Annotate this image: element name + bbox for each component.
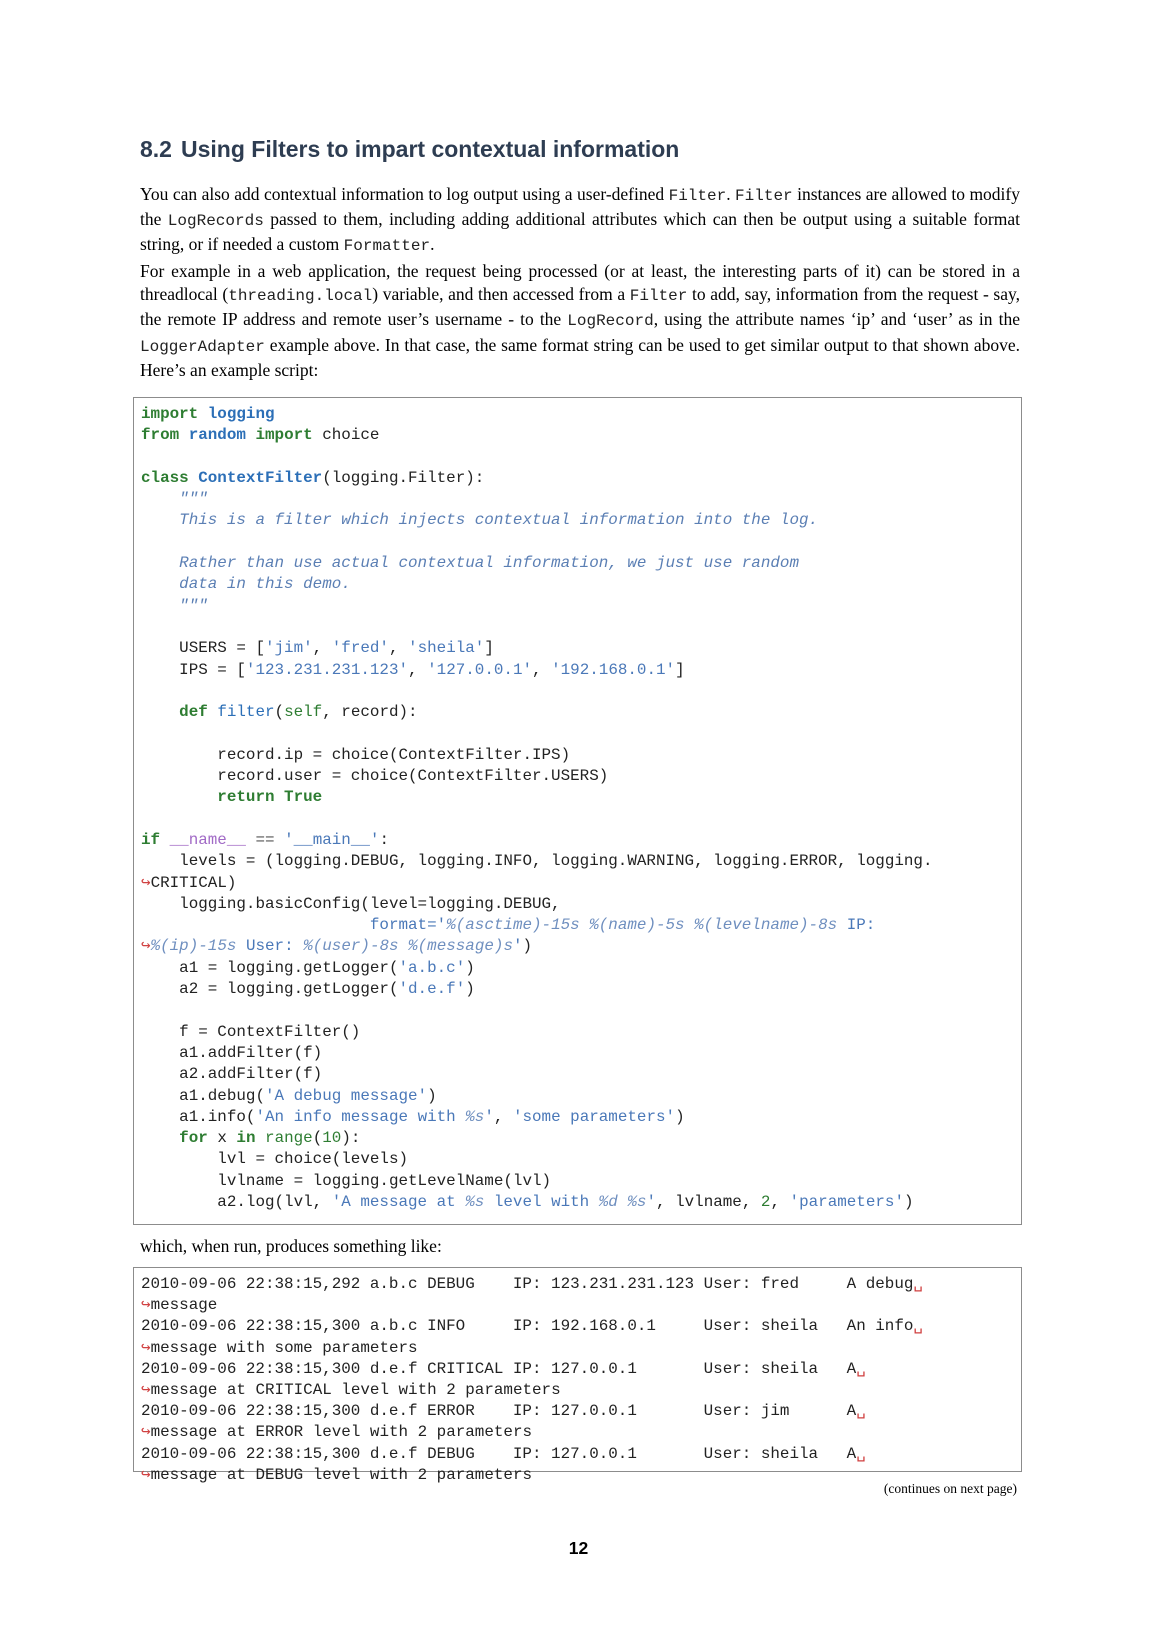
line-continuation-icon: ↪ [141,937,151,956]
code-token: , record): [322,703,418,722]
line-continuation-icon: ↪ [141,1465,151,1484]
output-line: 2010-09-06 22:38:15,300 d.e.f CRITICAL IP: 127.0.0.1 User: sheila A [141,1359,857,1378]
code-token: filter [217,703,275,722]
text-run: , using the attribute names ‘ip’ and ‘user’ as in the [653,309,1020,330]
code-token: self [284,703,323,722]
output-listing [134,1268,1021,1486]
code-token: 'jim' [264,639,313,658]
code-token: CRITICAL) [150,873,237,892]
code-token: , lvlname, [656,1192,761,1211]
code-token: %(ip)-15s [150,937,237,956]
code-token: """ [179,490,208,509]
line-continuation-icon: ↪ [141,873,151,892]
code-token: a2.addFilter(f) [179,1065,323,1084]
text-run: . [726,184,736,204]
code-token: 'd.e.f' [398,980,466,999]
code-token: class [141,468,189,487]
code-token: %s [627,1192,647,1211]
code-token: a2 = logging.getLogger( [179,980,399,999]
code-token: IPS = [ [179,660,246,679]
code-token: '127.0.0.1' [427,660,533,679]
code-token: logging.basicConfig(level=logging.DEBUG, [179,894,561,913]
text-run: passed to them, including adding additional attributes which can then be output using a suitable format string, or if needed a custom [140,209,1020,255]
code-token: def [179,703,208,722]
text-run: You can also add contextual information to log output using a user-defined [140,184,669,204]
code-token: levels = (logging.DEBUG, logging.INFO, logging.WARNING, logging.ERROR, logging. [179,852,933,871]
line-continuation-icon: ↪ [141,1381,151,1400]
code-token: a1 = logging.getLogger( [179,958,399,977]
code-token: == [255,830,275,849]
code-token: 'A message at [331,1192,466,1211]
code-token: 'some parameters' [512,1107,676,1126]
code-listing: import logging from random import choice class ContextFilter(logging.Filter): """ This is a filter which injects contextual information into the log. Rather than use actual contextual information, we just use random data in this demo. """ USERS = ['jim', 'fred', 'sheila'] IPS = ['123.231.231.123', '127.0.0.1', '192.168.0.1'] def filter(self, record): record.ip = choice(ContextFilter.IPS) record.user = choice(ContextFilter.USERS) return True if __name__ == '__main__': levels = (logging.DEBUG, logging.INFO, logging.WARNING, logging.ERROR, logging. ↪CRITICAL) logging.basicConfig(level=logging.DEBUG, format='%(asctime)-15s %(name)-5s %(levelname)-8s IP: ↪%(ip)-15s User: %(user)-8s %(message)s') a1 = logging.getLogger('a.b.c') a2 = logging.getLogger('d.e.f') f = ContextFilter() a1.addFilter(f) a2.addFilter(f) a1.debug('A debug message') a1.info('An info message with %s', 'some parameters') for x in range(10): lvl = choice(levels) lvlname = logging.getLevelName(lvl) a2.log(lvl, 'A message at %s level with %d %s', lvlname, 2, 'parameters') [141,405,933,1211]
inline-code: Filter [735,187,793,205]
code-token: f = ContextFilter() [179,1022,361,1041]
section-title: Using Filters to impart contextual information [180,136,680,162]
space-mark-icon: ␣ [913,1275,923,1293]
text-run: . [430,234,435,255]
code-token: range [265,1129,313,1148]
code-token: format= [369,916,437,935]
code-token: IP: [846,916,876,935]
code-token: a1.addFilter(f) [179,1043,323,1062]
code-token: '192.168.0.1' [551,660,676,679]
text-run: instances are allowed to modify the [140,184,1021,230]
output-row [141,1317,923,1356]
code-token: %(user)-8s %(message)s [303,937,513,956]
code-token: 'parameters' [789,1192,904,1211]
line-continuation-icon: ↪ [141,1338,151,1357]
output-line-continuation: message [150,1296,218,1315]
output-block[interactable] [133,1267,1022,1484]
inline-code: LogRecords [167,212,264,231]
inline-code: LoggerAdapter [140,337,265,356]
code-token: return True [217,788,323,807]
code-token: lvlname = logging.getLevelName(lvl) [217,1171,552,1190]
code-token: record.ip = choice(ContextFilter.IPS) [217,745,571,764]
code-token: ' [512,937,523,956]
code-token: ' [436,916,447,935]
space-mark-icon: ␣ [856,1444,866,1463]
code-token: 'a.b.c' [398,958,466,977]
output-line-continuation: message at CRITICAL level with 2 parameters [150,1381,561,1400]
code-token: 'An info message with [255,1107,466,1126]
code-token: ' [646,1192,657,1211]
paragraph-output-intro: which, when run, produces something like: [140,1236,442,1256]
output-line-continuation: message with some parameters [150,1338,418,1357]
output-line: 2010-09-06 22:38:15,300 d.e.f DEBUG IP: 127.0.0.1 User: sheila A [141,1444,857,1463]
line-continuation-icon: ↪ [141,1423,151,1442]
code-token: %(asctime)-15s %(name)-5s %(levelname)-8s [446,916,838,935]
inline-code: LogRecord [567,312,654,331]
code-token: from [141,426,180,445]
output-row [141,1402,866,1441]
code-token: lvl = choice(levels) [217,1150,409,1169]
code-token: %s [465,1192,485,1211]
continues-note: (continues on next page) [883,1481,1017,1496]
section-heading [140,136,679,163]
paragraph-example [140,260,1020,382]
code-token: a1.info( [179,1107,256,1126]
code-token: '123.231.231.123' [245,660,409,679]
inline-code: Filter [629,287,688,306]
code-token: 10 [322,1129,342,1148]
code-token: record.user = choice(ContextFilter.USERS) [217,767,609,786]
section-number: 8.2 [140,136,172,162]
line-continuation-icon: ↪ [141,1296,151,1315]
code-token: %d [598,1192,618,1211]
code-token: 2 [760,1192,771,1211]
space-mark-icon: ␣ [856,1359,866,1378]
code-token: ' [484,1107,494,1126]
code-token: """ [179,596,208,615]
code-token: 'A debug message' [264,1086,428,1105]
inline-code: Filter [668,187,727,205]
code-token: level with [484,1192,599,1211]
output-line: 2010-09-06 22:38:15,292 a.b.c DEBUG IP: 123.231.231.123 User: fred A debug [141,1275,914,1293]
output-line-continuation: message at ERROR level with 2 parameters [150,1423,533,1442]
code-token: a2.log(lvl, [217,1192,332,1211]
code-token: for [179,1129,208,1148]
code-token: USERS = [ [179,639,265,658]
code-token: logging [207,405,275,423]
code-token: This is a filter which injects contextual information into the log. [179,511,819,530]
text-run: ) variable, and then accessed from a [372,284,630,305]
code-token: choice [322,426,380,445]
space-mark-icon: ␣ [856,1402,866,1421]
code-token: if [141,830,161,849]
code-token: User: [245,937,294,956]
output-line: 2010-09-06 22:38:15,300 a.b.c INFO IP: 192.168.0.1 User: sheila An info [141,1317,914,1336]
code-block[interactable] [133,397,1022,1225]
inline-code: threading.local [228,287,373,306]
output-row [141,1445,866,1484]
space-mark-icon: ␣ [913,1317,923,1336]
code-token: %s [465,1107,485,1126]
code-token: a1.debug( [179,1086,265,1105]
code-token: in [236,1129,256,1148]
code-token: __name__ [169,830,246,849]
code-token: 'sheila' [408,639,485,658]
code-token: (logging.Filter): [322,468,485,487]
text-run: to add, say, information from the request - say, the remote IP address and remote user’s username - to the [140,284,1020,330]
output-row [141,1275,923,1314]
code-token: import [141,405,199,423]
text-run: For example in a web application, the request being processed (or at least, the interesting parts of it) can be stored in a threadlocal ( [140,261,1020,305]
code-token: import [255,426,313,445]
code-token: random [188,426,246,445]
page-number: 12 [568,1538,589,1558]
output-row [141,1360,866,1399]
code-token: '__main__' [284,830,380,849]
code-token: ContextFilter [198,468,323,487]
code-token: data in this demo. [179,575,351,594]
code-token: 'fred' [331,639,389,658]
inline-code: Formatter [343,237,431,256]
output-line-continuation: message at DEBUG level with 2 parameters [150,1465,533,1484]
text-run: example above. In that case, the same format string can be used to get similar output to that shown above. Here’s an example script: [140,334,1020,380]
code-token: Rather than use actual contextual information, we just use random [179,554,799,573]
code-token: x [217,1129,227,1148]
output-line: 2010-09-06 22:38:15,300 d.e.f ERROR IP: 127.0.0.1 User: jim A [141,1402,857,1421]
paragraph-intro [140,183,1020,259]
